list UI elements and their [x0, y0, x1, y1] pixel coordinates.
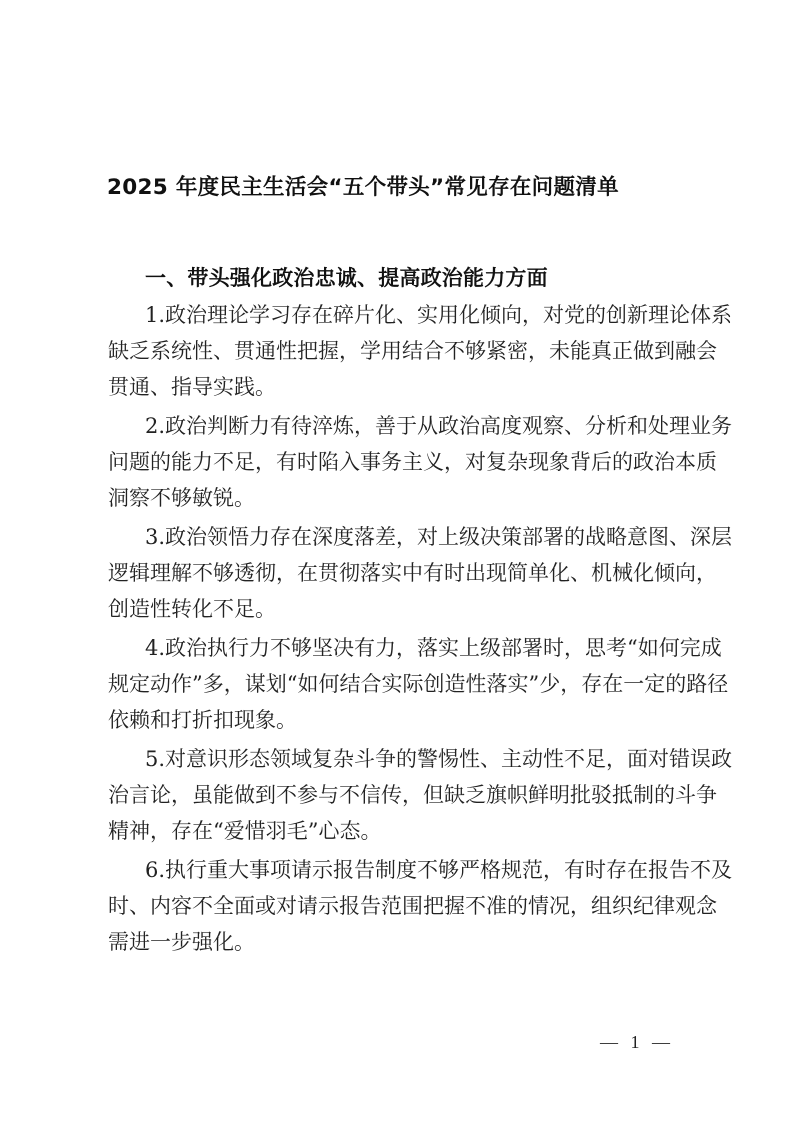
section-heading: 一、带头强化政治忠诚、提高政治能力方面 — [145, 266, 548, 290]
item-5-line-3: 精神，存在“爱惜羽毛”心态。 — [108, 819, 382, 843]
item-2-line-3: 洞察不够敏锐。 — [108, 486, 255, 510]
item-4-line-1: 4.政治执行力不够坚决有力，落实上级部署时，思考“如何完成 — [145, 636, 722, 660]
item-4-line-3: 依赖和打折扣现象。 — [108, 708, 297, 732]
item-6-line-1: 6.执行重大事项请示报告制度不够严格规范，有时存在报告不及 — [145, 858, 733, 882]
item-2-line-1: 2.政治判断力有待淬炼，善于从政治高度观察、分析和处理业务 — [145, 414, 733, 438]
item-4-line-2: 规定动作”多，谋划“如何结合实际创造性落实”少，存在一定的路径 — [108, 672, 729, 696]
item-3-line-1: 3.政治领悟力存在深度落差，对上级决策部署的战略意图、深层 — [145, 525, 733, 549]
item-6-line-3: 需进一步强化。 — [108, 930, 255, 954]
item-3-line-3: 创造性转化不足。 — [108, 597, 276, 621]
item-1-line-3: 贯通、指导实践。 — [108, 375, 276, 399]
item-6-line-2: 时、内容不全面或对请示报告范围把握不准的情况，组织纪律观念 — [108, 894, 717, 918]
item-1-line-2: 缺乏系统性、贯通性把握，学用结合不够紧密，未能真正做到融会 — [108, 339, 717, 363]
item-2-line-2: 问题的能力不足，有时陷入事务主义，对复杂现象背后的政治本质 — [108, 450, 717, 474]
item-5-line-1: 5.对意识形态领域复杂斗争的警惕性、主动性不足，面对错误政 — [145, 747, 733, 771]
item-5-line-2: 治言论，虽能做到不参与不信传，但缺乏旗帜鲜明批驳抵制的斗争 — [108, 783, 717, 807]
item-1-line-1: 1.政治理论学习存在碎片化、实用化倾向，对党的创新理论体系 — [145, 303, 733, 327]
page-number: — 1 — — [600, 1032, 674, 1052]
document-title: 2025 年度民主生活会“五个带头”常见存在问题清单 — [107, 175, 619, 200]
item-3-line-2: 逻辑理解不够透彻，在贯彻落实中有时出现简单化、机械化倾向， — [108, 561, 717, 585]
